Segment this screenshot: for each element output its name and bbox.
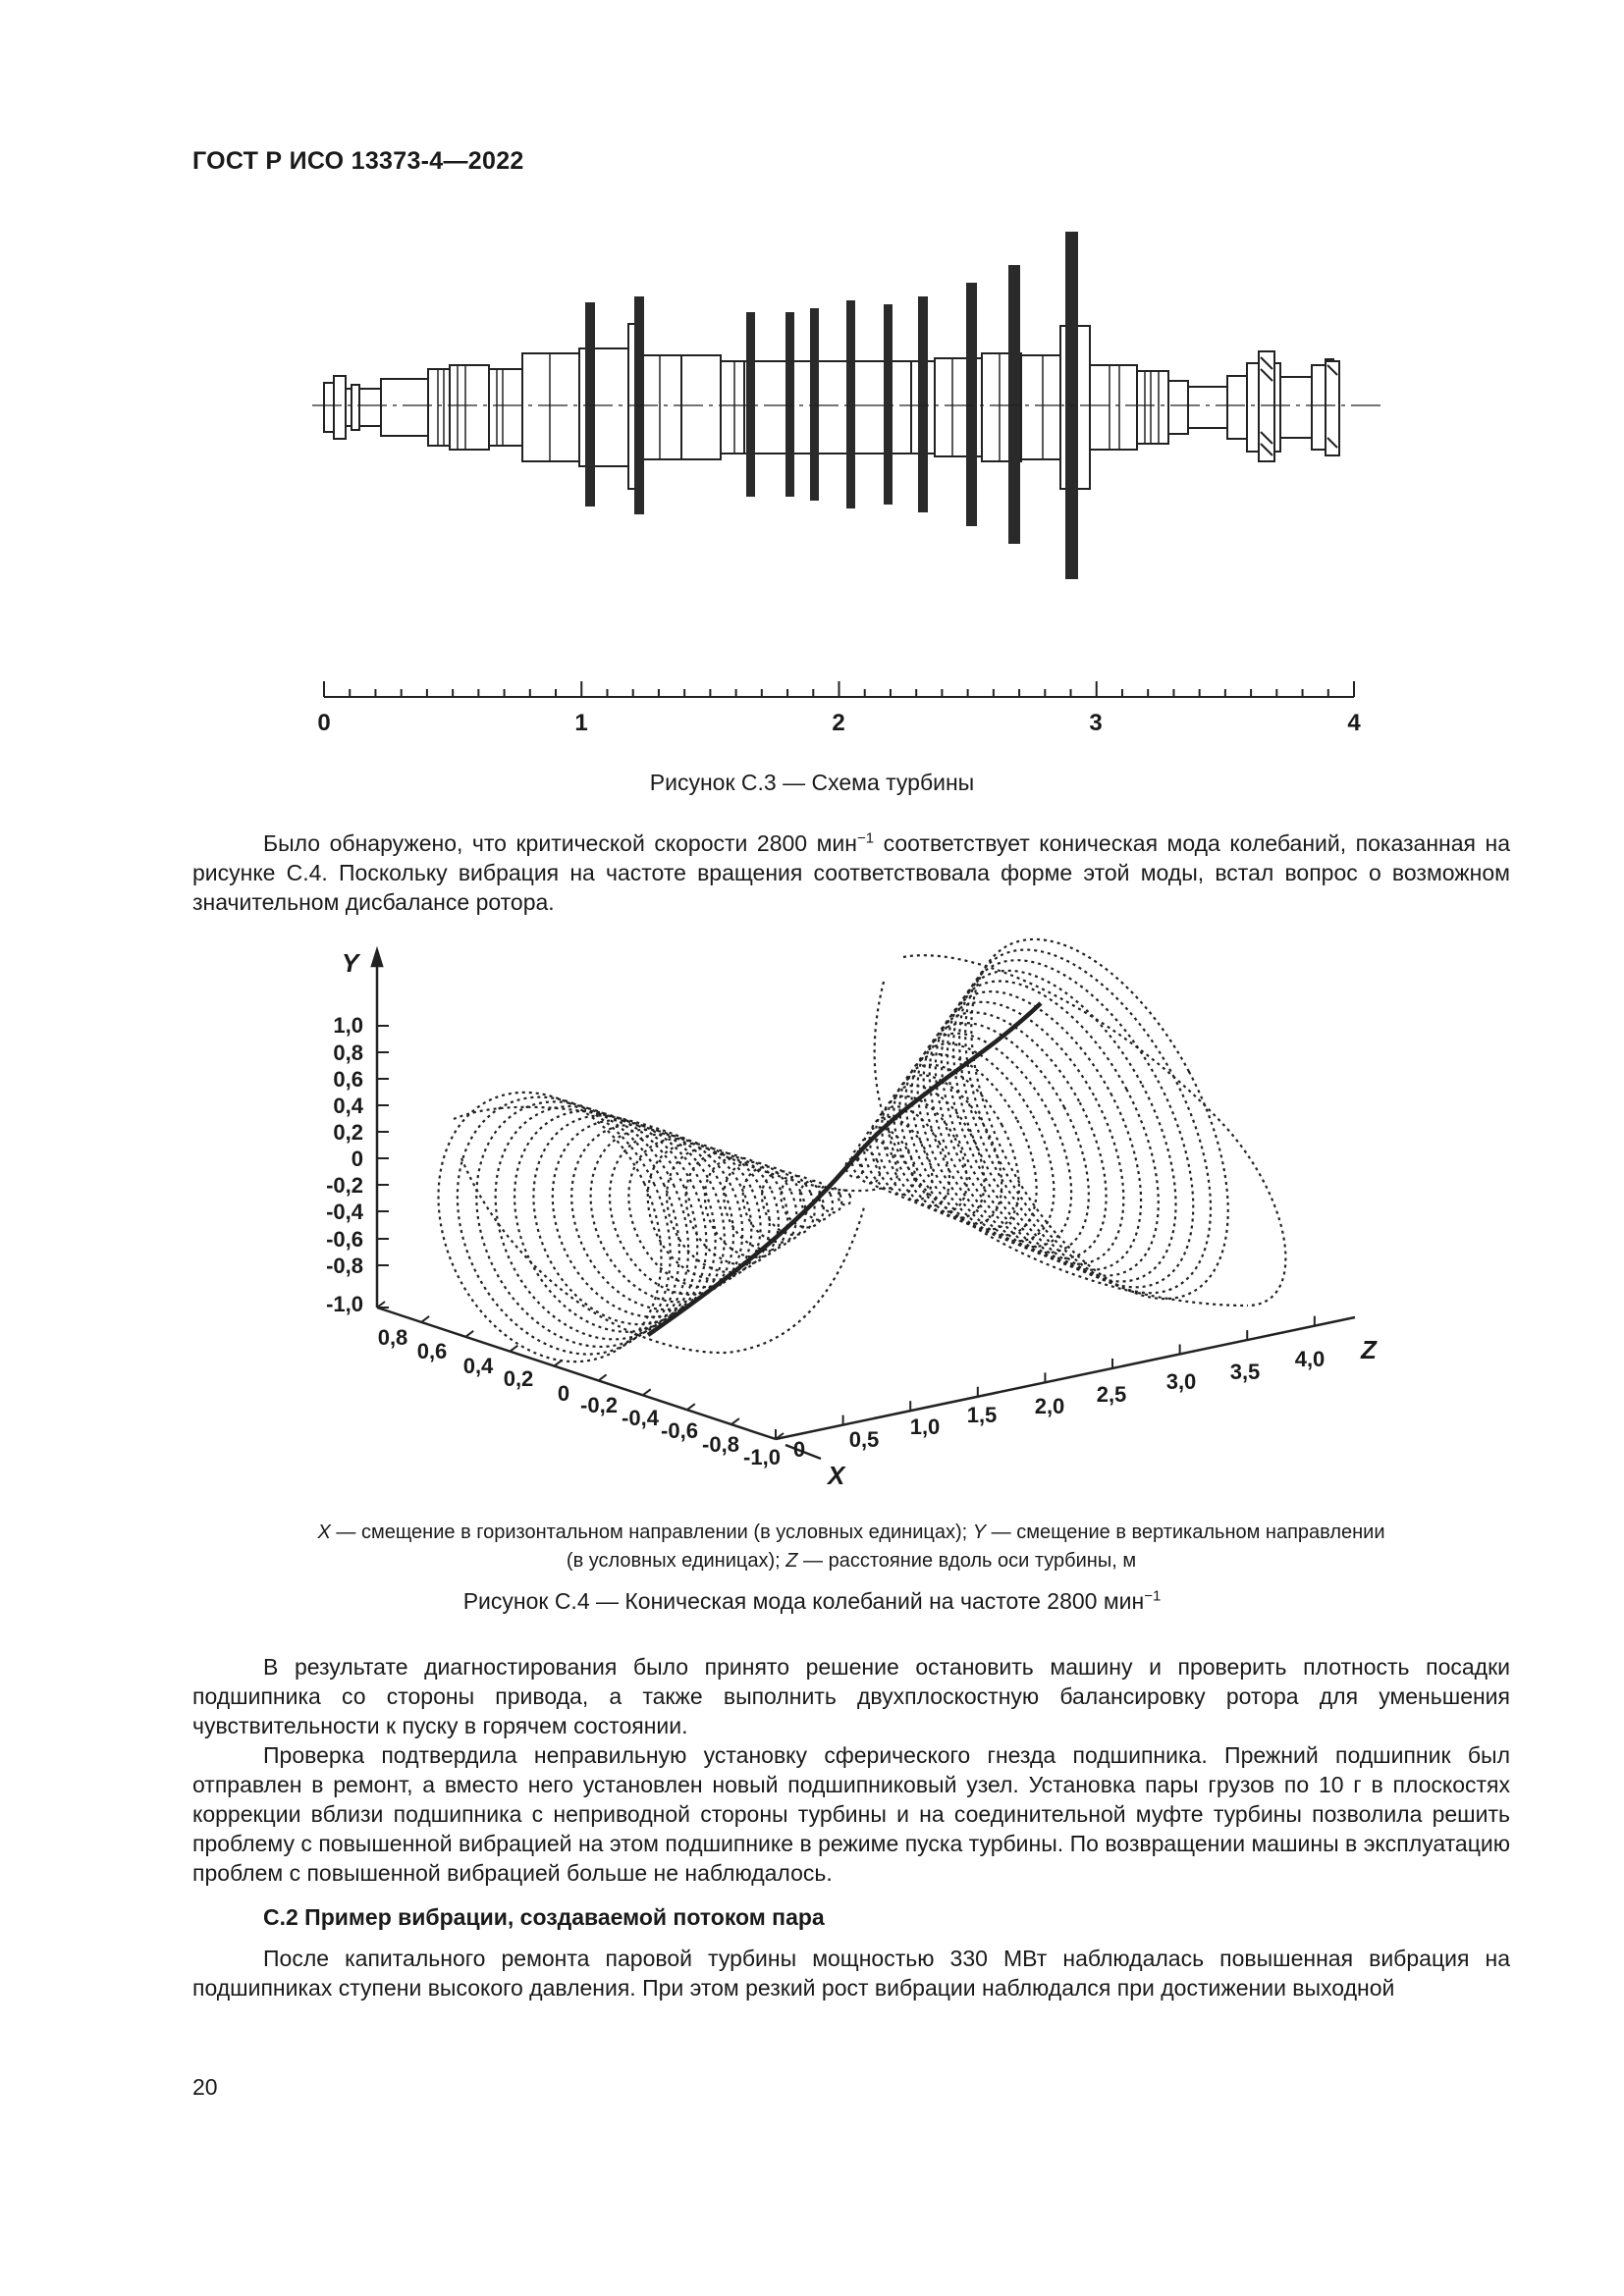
- y-tick-label: -0,4: [326, 1200, 363, 1224]
- cone-ring: [501, 1088, 739, 1353]
- legend-z-text: — расстояние вдоль оси турбины, м: [797, 1550, 1137, 1572]
- cone-ring: [886, 1008, 1103, 1271]
- y-tick-label: 0,6: [333, 1067, 363, 1092]
- x-axis-tick: [731, 1418, 739, 1424]
- x-tick-label: 0: [557, 1381, 570, 1406]
- cone-ring: [900, 960, 1182, 1303]
- y-tick-label: -0,6: [326, 1227, 363, 1252]
- y-tick-label: 0,8: [333, 1041, 363, 1065]
- x-tick-labels: [378, 1325, 781, 1469]
- cone-ring: [904, 947, 1203, 1309]
- document-header: ГОСТ Р ИСО 13373-4—2022: [192, 147, 524, 175]
- legend-x-text: — смещение в горизонтальном направлении (в условных единицах);: [330, 1522, 973, 1543]
- x-axis-title: X: [828, 1461, 845, 1490]
- z-tick-label: 4,0: [1294, 1347, 1326, 1371]
- cone-ring: [864, 1082, 984, 1226]
- cone-dotted-surface: [396, 933, 1285, 1398]
- z-tick-label: 0: [792, 1437, 806, 1462]
- legend-x-symbol: X: [317, 1522, 331, 1543]
- legend-z-symbol: Z: [785, 1550, 798, 1572]
- figure-c4-legend: [192, 1519, 1510, 1575]
- cone-ring: [647, 1132, 788, 1290]
- figure-c4-caption: [0, 1588, 1624, 1615]
- z-tick-label: 2,5: [1096, 1382, 1127, 1407]
- cone-ring: [850, 1131, 905, 1196]
- y-tick-label: -1,0: [326, 1292, 363, 1316]
- cone-ring: [417, 1062, 711, 1389]
- figure-c4-caption-superscript: −1: [1144, 1587, 1162, 1605]
- y-tick-label: -0,2: [326, 1173, 363, 1198]
- paragraph-1-text-a: Было обнаружено, что критической скорости 2800 мин: [263, 830, 857, 856]
- z-tick-labels: [793, 1347, 1325, 1462]
- turbine-rotor-drawing: [324, 324, 1333, 489]
- paragraph-3: [192, 1740, 1510, 1888]
- y-tick-label: 1,0: [333, 1013, 363, 1038]
- y-tick-label: 0: [351, 1147, 363, 1171]
- cone-ring: [890, 996, 1123, 1279]
- cone-ring: [836, 1188, 853, 1207]
- x-tick-label: -0,2: [580, 1393, 618, 1417]
- x-axis-tick: [599, 1374, 607, 1380]
- z-tick-label: 3,5: [1229, 1360, 1261, 1384]
- cone-ring: [896, 972, 1163, 1295]
- scale-label-2: 2: [832, 710, 845, 736]
- x-tick-label: 0,2: [503, 1366, 534, 1391]
- scale-tick-labels: [317, 710, 1361, 736]
- x-tick-label: 0,6: [416, 1339, 448, 1363]
- y-axis-title: Y: [342, 948, 359, 978]
- cone-ring: [626, 1125, 782, 1298]
- cone-ring: [846, 1144, 886, 1188]
- y-tick-label: 0,4: [333, 1094, 363, 1118]
- scale-label-4: 4: [1347, 710, 1361, 736]
- cone-ring: [893, 985, 1143, 1287]
- cone-ring: [438, 1068, 718, 1379]
- x-tick-label: -0,8: [702, 1432, 739, 1457]
- legend-line2-text: (в условных единицах);: [566, 1550, 786, 1572]
- cone-ring: [907, 935, 1221, 1317]
- paragraph-2: [192, 1652, 1510, 1740]
- paragraph-4-text: После капитального ремонта паровой турбины мощностью 330 МВт наблюдалась повышенная вибрация на подшипниках ступени высокого давления. При этом резкий рост вибрации наблюдался при достижении выходной: [192, 1946, 1510, 2001]
- paragraph-1-superscript: −1: [856, 829, 875, 847]
- cone-ring: [459, 1075, 725, 1371]
- x-tick-label: 0,4: [462, 1354, 494, 1378]
- paragraph-1: [192, 828, 1510, 917]
- x-tick-label: -0,6: [661, 1418, 698, 1443]
- legend-y-text: — смещение в вертикальном направлении: [986, 1522, 1385, 1543]
- y-tick-labels: [326, 1013, 364, 1316]
- cone-ring: [875, 1045, 1044, 1249]
- cone-ring: [883, 1021, 1084, 1264]
- z-tick-label: 3,0: [1165, 1369, 1197, 1394]
- x-tick-label: -0,4: [622, 1406, 659, 1430]
- z-tick-label: 0,5: [848, 1427, 880, 1452]
- turbine-schematic-figure: [295, 221, 1404, 751]
- paragraph-1-text-b: соответствует коническая мода колебаний, показанная на рисунке С.4. Поскольку вибрация на частоте вращения соответствовала форме этой моды, встал вопрос о возможном значительном дисбалансе ротора.: [192, 830, 1510, 915]
- z-tick-label: 1,5: [966, 1403, 998, 1427]
- cone-ring: [868, 1070, 1004, 1234]
- paragraph-2-text: В результате диагностирования было принято решение остановить машину и проверить плотность посадки подшипника со стороны привода, а также выполнить двухплоскостную балансировку ротора для уменьшения чувствительности к пуску в горячем состоянии.: [192, 1654, 1510, 1738]
- y-tick-label: 0,2: [333, 1120, 363, 1145]
- x-tick-label: -1,0: [743, 1445, 781, 1469]
- x-axis-tick: [643, 1389, 651, 1395]
- x-tick-label: 0,8: [377, 1325, 408, 1350]
- x-axis-tick: [465, 1331, 473, 1337]
- figure-c4-caption-text: Рисунок С.4 — Коническая мода колебаний на частоте 2800 мин: [462, 1588, 1145, 1614]
- scale-label-0: 0: [317, 710, 331, 736]
- z-tick-label: 2,0: [1034, 1394, 1065, 1418]
- scale-label-3: 3: [1089, 710, 1103, 736]
- section-c2-title: С.2 Пример вибрации, создаваемой потоком пара: [263, 1904, 825, 1930]
- z-tick-label: 1,0: [909, 1415, 941, 1439]
- cone-ring: [911, 933, 1242, 1324]
- y-tick-label: -0,8: [326, 1254, 363, 1278]
- figure-c3-caption: Рисунок С.3 — Схема турбины: [649, 770, 975, 795]
- mode-shape-line: [648, 1003, 1041, 1335]
- length-scale-bar: [324, 681, 1354, 697]
- cone-ring: [914, 933, 1261, 1332]
- x-axis-tick: [421, 1316, 429, 1322]
- cone-outline: [454, 1107, 884, 1191]
- scale-label-1: 1: [574, 710, 588, 736]
- paragraph-4: [192, 1944, 1510, 2002]
- conical-mode-3d-plot: [295, 933, 1404, 1502]
- x-axis-tick: [510, 1346, 517, 1352]
- legend-y-symbol: Y: [972, 1522, 987, 1543]
- z-axis-title: Z: [1361, 1335, 1377, 1364]
- paragraph-3-text: Проверка подтвердила неправильную установку сферического гнезда подшипника. Прежний подшипник был отправлен в ремонт, а вместо него установлен новый подшипниковый узел. Установка пары грузов по 10 г в плоскостях коррекции вблизи подшипника с неприводной стороны турбины и на соединительной муфте турбины позволила решить проблему с повышенной вибрацией на этом подшипнике в режиме пуска турбины. По возвращении машины в эксплуатацию проблем с повышенной вибрацией больше не наблюдалось.: [192, 1742, 1510, 1886]
- x-axis-tick: [687, 1404, 695, 1410]
- page-number: 20: [192, 2074, 218, 2100]
